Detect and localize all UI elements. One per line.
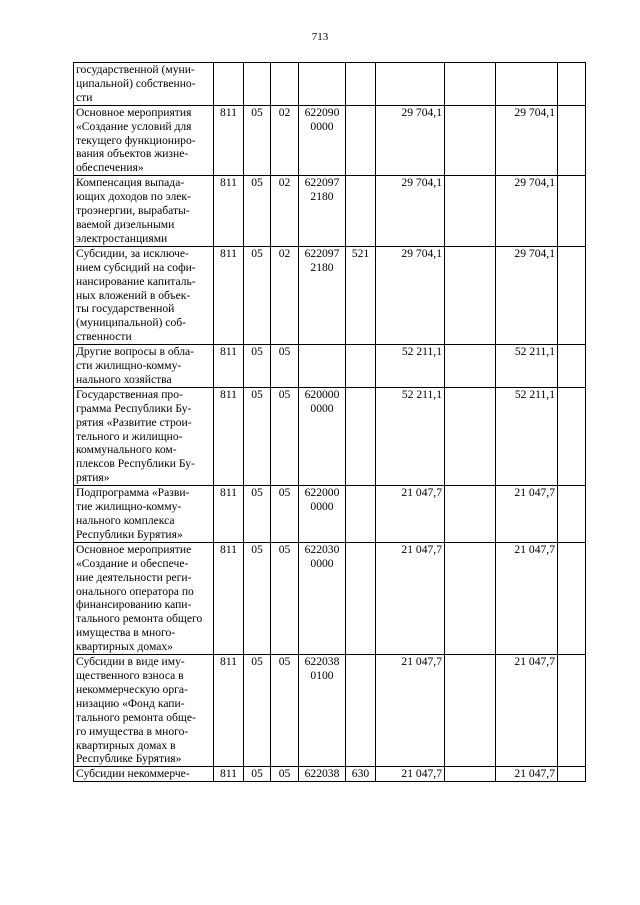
row-name-cell: Подпрограмма «Разви- тие жилищно-комму- нального комплекса Республики Бурятия» [74, 486, 214, 543]
expense-type-code-cell [346, 486, 376, 543]
grbs-code-cell: 811 [214, 105, 244, 176]
empty-cell [445, 176, 496, 247]
empty-cell [445, 63, 496, 106]
expense-type-code-cell [346, 105, 376, 176]
row-name-cell: государственной (муни- ципальной) собственно- сти [74, 63, 214, 106]
section-code-cell [244, 63, 271, 106]
amount-total-cell: 21 047,7 [496, 486, 558, 543]
empty-cell [445, 767, 496, 782]
subsection-code-cell: 02 [271, 176, 299, 247]
table-row [74, 486, 586, 543]
empty-cell [445, 105, 496, 176]
grbs-code-cell: 811 [214, 655, 244, 767]
grbs-code-cell [214, 63, 244, 106]
row-name-cell: Субсидии в виде иму- щественного взноса в некоммерческую орга- низацию «Фонд капи- тального ремонта обще- го имущества в много- квартирных домах в Республике Бурятия» [74, 655, 214, 767]
table-row [74, 105, 586, 176]
table-row [74, 655, 586, 767]
target-article-code-cell: 622090 0000 [299, 105, 346, 176]
table-row [74, 246, 586, 344]
grbs-code-cell: 811 [214, 345, 244, 388]
table-row [74, 176, 586, 247]
target-article-code-cell: 622030 0000 [299, 542, 346, 654]
amount-cell: 52 211,1 [376, 345, 445, 388]
empty-cell [558, 345, 586, 388]
amount-total-cell: 29 704,1 [496, 176, 558, 247]
table-row [74, 345, 586, 388]
amount-cell: 52 211,1 [376, 387, 445, 485]
section-code-cell: 05 [244, 486, 271, 543]
expense-type-code-cell [346, 655, 376, 767]
target-article-code-cell: 620000 0000 [299, 387, 346, 485]
row-name-cell: Субсидии некоммерче- [74, 767, 214, 782]
table-row [74, 767, 586, 782]
expense-type-code-cell: 521 [346, 246, 376, 344]
row-name-cell: Другие вопросы в обла- сти жилищно-комму- нального хозяйства [74, 345, 214, 388]
expense-type-code-cell [346, 387, 376, 485]
expense-type-code-cell [346, 542, 376, 654]
table-row [74, 387, 586, 485]
expense-type-code-cell [346, 63, 376, 106]
empty-cell [558, 63, 586, 106]
section-code-cell: 05 [244, 246, 271, 344]
expense-type-code-cell: 630 [346, 767, 376, 782]
section-code-cell: 05 [244, 176, 271, 247]
empty-cell [558, 767, 586, 782]
amount-total-cell: 21 047,7 [496, 655, 558, 767]
expense-type-code-cell [346, 176, 376, 247]
empty-cell [558, 105, 586, 176]
target-article-code-cell: 622000 0000 [299, 486, 346, 543]
empty-cell [445, 387, 496, 485]
subsection-code-cell: 02 [271, 105, 299, 176]
grbs-code-cell: 811 [214, 176, 244, 247]
amount-cell: 29 704,1 [376, 105, 445, 176]
subsection-code-cell: 05 [271, 486, 299, 543]
expense-type-code-cell [346, 345, 376, 388]
section-code-cell: 05 [244, 105, 271, 176]
target-article-code-cell [299, 345, 346, 388]
section-code-cell: 05 [244, 387, 271, 485]
subsection-code-cell: 02 [271, 246, 299, 344]
target-article-code-cell: 622038 [299, 767, 346, 782]
subsection-code-cell: 05 [271, 345, 299, 388]
empty-cell [558, 655, 586, 767]
amount-cell: 21 047,7 [376, 542, 445, 654]
subsection-code-cell: 05 [271, 387, 299, 485]
amount-cell: 21 047,7 [376, 486, 445, 543]
amount-total-cell: 29 704,1 [496, 246, 558, 344]
empty-cell [445, 542, 496, 654]
amount-total-cell: 21 047,7 [496, 767, 558, 782]
grbs-code-cell: 811 [214, 542, 244, 654]
amount-total-cell: 52 211,1 [496, 387, 558, 485]
grbs-code-cell: 811 [214, 246, 244, 344]
table-row [74, 63, 586, 106]
budget-table [73, 62, 586, 782]
grbs-code-cell: 811 [214, 387, 244, 485]
subsection-code-cell [271, 63, 299, 106]
row-name-cell: Основное мероприятие «Создание и обеспече- ние деятельности реги- онального оператора по финансированию капи- тального ремонта общего имущества в много- квартирных домах» [74, 542, 214, 654]
row-name-cell: Субсидии, за исключе- нием субсидий на софи- нансирование капиталь- ных вложений в объек- ты государственной (муниципальной) соб- ственности [74, 246, 214, 344]
amount-cell: 21 047,7 [376, 655, 445, 767]
empty-cell [558, 176, 586, 247]
section-code-cell: 05 [244, 542, 271, 654]
page-number: 713 [311, 31, 329, 43]
empty-cell [445, 246, 496, 344]
amount-total-cell: 29 704,1 [496, 105, 558, 176]
empty-cell [445, 655, 496, 767]
empty-cell [558, 486, 586, 543]
row-name-cell: Компенсация выпада- ющих доходов по элек- троэнергии, вырабаты- ваемой дизельными электростанциями [74, 176, 214, 247]
empty-cell [445, 345, 496, 388]
amount-cell: 29 704,1 [376, 246, 445, 344]
subsection-code-cell: 05 [271, 767, 299, 782]
grbs-code-cell: 811 [214, 486, 244, 543]
empty-cell [558, 542, 586, 654]
table-row [74, 542, 586, 654]
amount-cell: 29 704,1 [376, 176, 445, 247]
target-article-code-cell: 622038 0100 [299, 655, 346, 767]
target-article-code-cell: 622097 2180 [299, 176, 346, 247]
amount-total-cell [496, 63, 558, 106]
amount-cell [376, 63, 445, 106]
target-article-code-cell [299, 63, 346, 106]
row-name-cell: Государственная про- грамма Республики Бу- рятия «Развитие строи- тельного и жилищно- коммунального ком- плексов Республики Бу- рятия» [74, 387, 214, 485]
amount-total-cell: 52 211,1 [496, 345, 558, 388]
subsection-code-cell: 05 [271, 542, 299, 654]
amount-total-cell: 21 047,7 [496, 542, 558, 654]
section-code-cell: 05 [244, 345, 271, 388]
section-code-cell: 05 [244, 655, 271, 767]
section-code-cell: 05 [244, 767, 271, 782]
subsection-code-cell: 05 [271, 655, 299, 767]
target-article-code-cell: 622097 2180 [299, 246, 346, 344]
table-body [74, 63, 586, 782]
row-name-cell: Основное мероприятия «Создание условий для текущего функциониро- вания объектов жизне- обеспечения» [74, 105, 214, 176]
empty-cell [558, 387, 586, 485]
empty-cell [445, 486, 496, 543]
empty-cell [558, 246, 586, 344]
amount-cell: 21 047,7 [376, 767, 445, 782]
grbs-code-cell: 811 [214, 767, 244, 782]
